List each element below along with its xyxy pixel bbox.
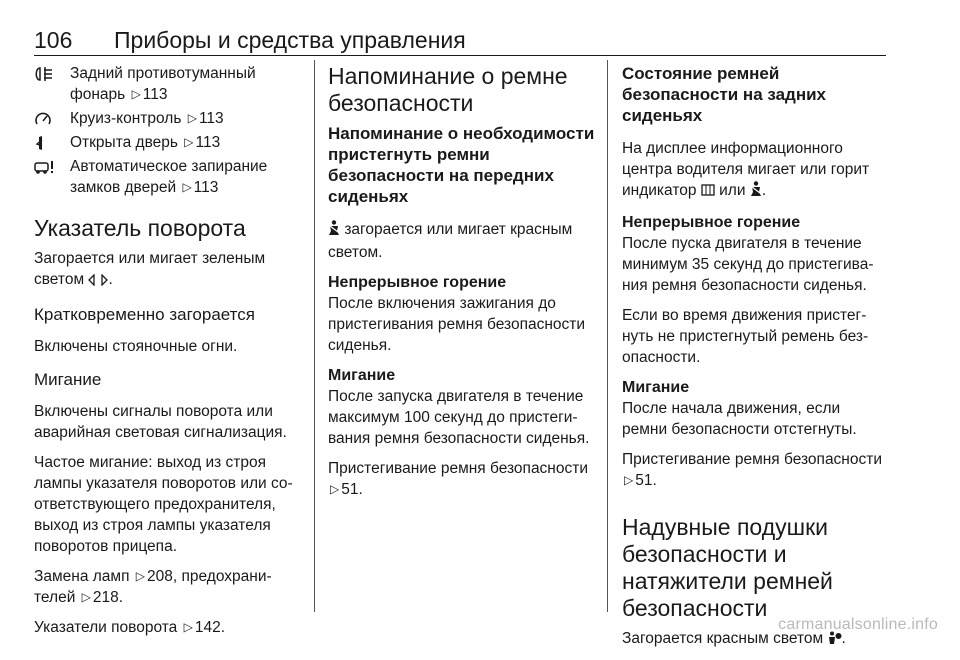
reference-arrow-icon: ▷ (187, 111, 197, 125)
page-number: 106 (34, 27, 73, 53)
list-item (34, 63, 306, 105)
auto-lock-icon (34, 159, 56, 175)
reference-arrow-icon: ▷ (81, 590, 91, 604)
reference-arrow-icon: ▷ (182, 180, 192, 194)
header-rule (34, 55, 886, 56)
reference-arrow-icon: ▷ (183, 620, 193, 634)
paragraph: Пристегивание ремня безопасности ▷ 51. (622, 451, 882, 489)
column-3 (622, 63, 884, 660)
rear-fog-light-icon (34, 66, 56, 82)
page-header (34, 26, 886, 56)
paragraph: Указатели поворота ▷ 142. (34, 619, 226, 636)
running-title: Приборы и средства управления (114, 27, 466, 53)
column-1 (34, 63, 306, 647)
paragraph: Включены сигналы поворота или аварийная световая сигнализация. (34, 403, 287, 441)
paragraph: загорается или мигает красным светом. (328, 221, 573, 261)
section-heading-airbags: Надувные подушки безопасности и натяжители ремней безопасности (622, 514, 833, 621)
paragraph: Включены стояночные огни. (34, 338, 238, 355)
column-divider (314, 60, 315, 612)
list-item (34, 108, 306, 129)
paragraph: Загорается или мигает зеленым светом . (34, 248, 306, 292)
seatbelt-icon (750, 181, 762, 203)
section-heading-rear-seatbelts: Состояние ремней безопасности на задних сиденьях (622, 64, 827, 125)
column-2 (328, 63, 596, 509)
page-reference: 142 (194, 619, 221, 636)
paragraph: Частое мигание: выход из строя лампы указателя поворотов или соответствующего предохранителя, выход из строя лампы указателя поворотов прицепа. (34, 454, 293, 555)
paragraph: После пуска двигателя в течение минимум 35 секунд до пристегивания ремня безопасности сиденья. (622, 235, 874, 294)
item-text: Автоматическое запирание замков дверей (70, 158, 268, 196)
list-item (34, 132, 306, 153)
page-reference: 113 (142, 86, 168, 103)
page-reference: 113 (195, 134, 221, 151)
page-reference: 51. (635, 472, 657, 489)
paragraph: После начала движения, если ремни безопасности отстегнуты. (622, 400, 857, 438)
subheading-steady: Непрерывное горение (328, 274, 507, 291)
subheading-steady: Непрерывное горение (622, 214, 801, 231)
column-divider (607, 60, 608, 612)
paragraph: На дисплее информационного центра водителя мигает или горит индикатор или . (622, 138, 884, 203)
item-text: Задний противотуманный фонарь (70, 65, 256, 103)
watermark: carmanualsonline.info (778, 616, 938, 633)
subheading-brief: Кратковременно загорается (34, 305, 255, 324)
door-open-icon (34, 135, 56, 151)
section-heading-seatbelt-reminder: Напоминание о ремне безопасности (328, 63, 568, 116)
page-reference: 208 (147, 568, 173, 585)
reference-arrow-icon: ▷ (624, 473, 634, 487)
paragraph: После запуска двигателя в течение максимум 100 секунд до пристегивания ремня безопасности сиденья. (328, 388, 590, 447)
item-text: Круиз-контроль (70, 110, 182, 127)
turn-signal-icon (88, 271, 108, 292)
subheading-blink: Мигание (328, 367, 396, 384)
paragraph: Если во время движения пристегнуть не пристегнутый ремень безопасности. (622, 307, 869, 366)
page-reference: 113 (198, 110, 224, 127)
paragraph: Замена ламп ▷ 208, предохранителей ▷ 218. (34, 568, 272, 606)
reference-arrow-icon: ▷ (135, 569, 146, 583)
item-text: Открыта дверь (70, 134, 178, 151)
paragraph: Пристегивание ремня безопасности ▷ 51. (328, 460, 588, 498)
cruise-control-icon (34, 111, 56, 127)
list-item (34, 156, 306, 198)
page-reference: 218 (92, 589, 119, 606)
reference-arrow-icon: ▷ (184, 135, 194, 149)
rear-seatbelt-status-icon (701, 182, 715, 203)
page-reference: 51. (341, 481, 363, 498)
subheading-blink: Мигание (622, 379, 690, 396)
reference-arrow-icon: ▷ (330, 482, 340, 496)
reference-arrow-icon: ▷ (131, 87, 141, 101)
section-heading-turn-signal: Указатель поворота (34, 215, 246, 241)
paragraph: После включения зажигания до пристегивания ремня безопасности сиденья. (328, 295, 586, 354)
seatbelt-icon (328, 220, 340, 242)
subheading-blink: Мигание (34, 370, 102, 389)
subsection-heading-front-seats: Напоминание о необходимости пристегнуть ремни безопасности на передних сиденьях (328, 124, 595, 206)
page-reference: 113 (193, 179, 219, 196)
paragraph: Загорается красным светом . (622, 628, 884, 651)
